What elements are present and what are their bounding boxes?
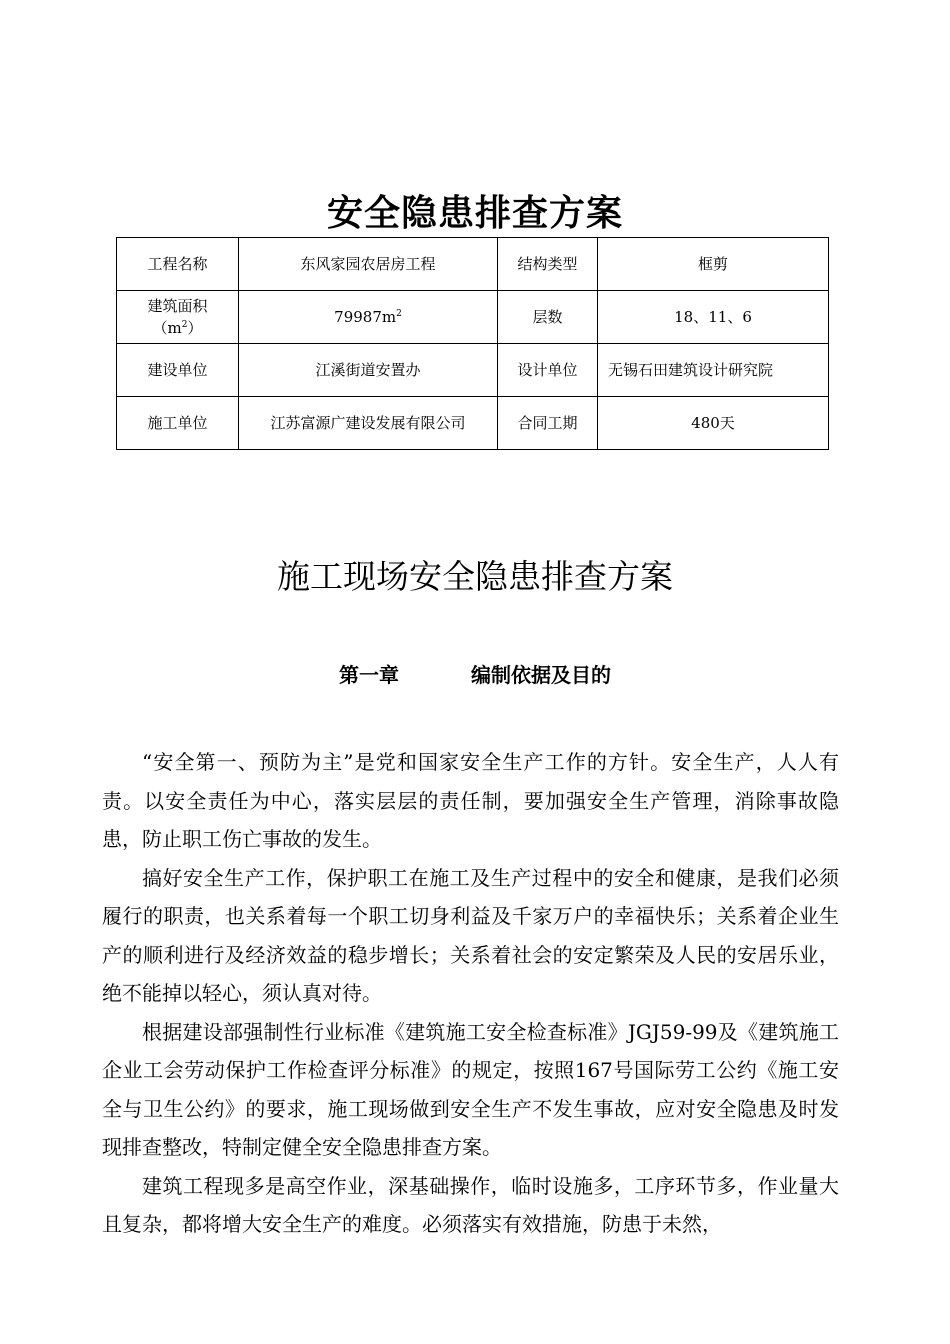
chapter-heading [0, 661, 950, 689]
paragraph: “安全第一、预防为主”是党和国家安全生产工作的方针。安全生产，人人有责。以安全责任为中心，落实层层的责任制，要加强安全生产管理，消除事故隐患，防止职工伤亡事故的发生。 [102, 750, 839, 851]
section-title: 施工现场安全隐患排查方案 [277, 557, 673, 596]
label-building-area-unit-close: ） [187, 319, 203, 337]
value-contract-period: 480天 [598, 397, 829, 450]
table-row [117, 397, 829, 450]
document-title: 安全隐患排查方案 [326, 193, 623, 234]
value-client: 江溪街道安置办 [239, 344, 498, 397]
table-row [117, 238, 829, 291]
chapter-title: 编制依据及目的 [471, 663, 611, 687]
body-text [102, 743, 839, 1244]
label-building-area [117, 291, 239, 344]
label-building-area-unit-open: （m [152, 319, 182, 337]
project-info-table [116, 237, 829, 450]
paragraph: 建筑工程现多是高空作业，深基础操作，临时设施多，工序环节多，作业量大且复杂，都将增大安全生产的难度。必须落实有效措施，防患于未然， [102, 1173, 839, 1236]
value-structure-type: 框剪 [598, 238, 829, 291]
label-structure-type: 结构类型 [498, 238, 598, 291]
table-row [117, 344, 829, 397]
value-designer: 无锡石田建筑设计研究院 [598, 344, 829, 397]
table-row [117, 291, 829, 344]
value-floors: 18、11、6 [598, 291, 829, 344]
chapter-number: 第一章 [339, 663, 399, 687]
value-contractor: 江苏富源广建设发展有限公司 [239, 397, 498, 450]
label-client: 建设单位 [117, 344, 239, 397]
value-building-area-sup: 2 [396, 309, 402, 319]
paragraph: 根据建设部强制性行业标准《建筑施工安全检查标准》JGJ59-99及《建筑施工企业工会劳动保护工作检查评分标准》的规定，按照167号国际劳工公约《施工安全与卫生公约》的要求，施工现场做到安全生产不发生事故，应对安全隐患及时发现排查整改，特制定健全安全隐患排查方案。 [102, 1019, 839, 1159]
value-building-area [239, 291, 498, 344]
label-contractor: 施工单位 [117, 397, 239, 450]
label-floors: 层数 [498, 291, 598, 344]
value-building-area-number: 79987m [334, 308, 397, 326]
label-building-area-line1: 建筑面积 [147, 297, 208, 315]
label-project-name: 工程名称 [117, 238, 239, 291]
label-contract-period: 合同工期 [498, 397, 598, 450]
paragraph: 搞好安全生产工作，保护职工在施工及生产过程中的安全和健康，是我们必须履行的职责，也关系着每一个职工切身利益及千家万户的幸福快乐；关系着企业生产的顺利进行及经济效益的稳步增长；关系着社会的安定繁荣及人民的安居乐业，绝不能掉以轻心，须认真对待。 [102, 865, 839, 1005]
value-project-name: 东风家园农居房工程 [239, 238, 498, 291]
label-designer: 设计单位 [498, 344, 598, 397]
label-building-area-unit-sup: 2 [181, 320, 188, 330]
